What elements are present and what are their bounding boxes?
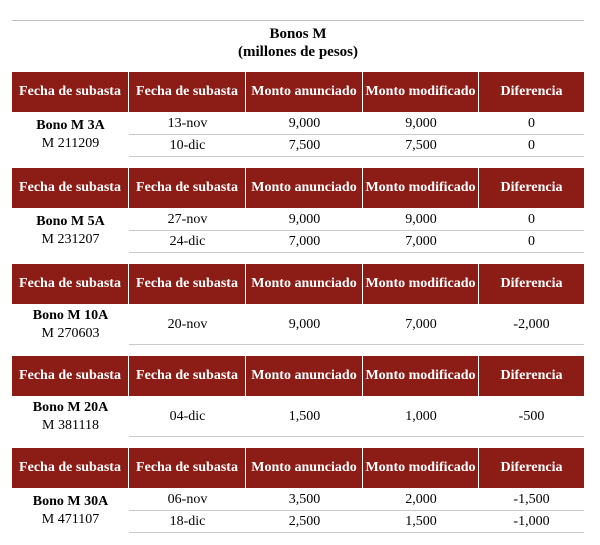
cell-announced: 9,000 <box>288 211 321 227</box>
bond-name: Bono M 30A <box>32 494 109 509</box>
cell-modified: 9,000 <box>405 115 437 131</box>
cell-difference: 0 <box>528 115 535 131</box>
bond-code: M 270603 <box>41 326 100 341</box>
header-monto-modificado: Monto modificado <box>363 72 479 112</box>
cell-announced: 2,500 <box>288 513 321 529</box>
header-monto-anunciado: Monto anunciado <box>246 356 363 396</box>
bond-code: M 231207 <box>41 232 100 247</box>
cell-modified: 1,000 <box>405 408 437 424</box>
table-row <box>129 209 584 231</box>
header-diferencia: Diferencia <box>500 180 563 195</box>
header-fecha-subasta-2: Fecha de subasta <box>129 448 246 488</box>
bond-section-30a <box>12 448 584 533</box>
section-header <box>12 356 584 397</box>
bond-code: M 381118 <box>42 418 99 433</box>
bond-section-5a <box>12 168 584 253</box>
cell-difference: -2,000 <box>513 316 550 332</box>
bond-name: Bono M 5A <box>36 214 105 229</box>
header-fecha-subasta-1: Fecha de subasta <box>12 264 129 304</box>
cell-modified: 7,500 <box>405 137 437 153</box>
bond-section-10a <box>12 264 584 345</box>
header-diferencia: Diferencia <box>500 368 563 383</box>
bond-label <box>12 489 129 533</box>
bond-label <box>12 397 129 437</box>
cell-difference: -500 <box>518 408 545 424</box>
cell-modified: 7,000 <box>405 316 437 332</box>
header-monto-modificado: Monto modificado <box>363 264 479 304</box>
table-row <box>129 511 584 533</box>
cell-date: 18-dic <box>169 513 206 529</box>
header-monto-anunciado: Monto anunciado <box>246 264 363 304</box>
header-fecha-subasta-1: Fecha de subasta <box>12 448 129 488</box>
bond-code: M 471107 <box>41 512 100 527</box>
header-monto-modificado: Monto modificado <box>363 356 479 396</box>
header-fecha-subasta-1: Fecha de subasta <box>12 168 129 208</box>
bond-code: M 211209 <box>41 136 100 151</box>
header-monto-anunciado: Monto anunciado <box>246 448 363 488</box>
cell-date: 10-dic <box>169 137 206 153</box>
cell-modified: 1,500 <box>405 513 437 529</box>
cell-difference: -1,000 <box>513 513 550 529</box>
cell-date: 20-nov <box>167 316 208 332</box>
header-fecha-subasta-2: Fecha de subasta <box>129 72 246 112</box>
cell-difference: 0 <box>528 233 535 249</box>
cell-date: 24-dic <box>169 233 206 249</box>
header-monto-anunciado: Monto anunciado <box>246 168 363 208</box>
header-monto-modificado: Monto modificado <box>363 448 479 488</box>
cell-modified: 9,000 <box>405 211 437 227</box>
cell-date: 04-dic <box>169 408 206 424</box>
section-header <box>12 72 584 113</box>
bond-name: Bono M 10A <box>32 308 109 323</box>
cell-date: 13-nov <box>167 115 208 131</box>
cell-modified: 2,000 <box>405 491 437 507</box>
header-fecha-subasta-1: Fecha de subasta <box>12 72 129 112</box>
bond-section-20a <box>12 356 584 437</box>
header-diferencia: Diferencia <box>500 276 563 291</box>
bond-name: Bono M 3A <box>36 118 105 133</box>
header-fecha-subasta-2: Fecha de subasta <box>129 168 246 208</box>
cell-date: 27-nov <box>167 211 208 227</box>
cell-announced: 9,000 <box>288 115 321 131</box>
header-monto-anunciado: Monto anunciado <box>246 72 363 112</box>
cell-announced: 7,500 <box>288 137 321 153</box>
header-diferencia: Diferencia <box>500 460 563 475</box>
table-row <box>129 231 584 253</box>
cell-difference: 0 <box>528 137 535 153</box>
title-line-1: Bonos M <box>269 26 327 42</box>
cell-announced: 7,000 <box>288 233 321 249</box>
section-header <box>12 264 584 305</box>
bond-section-3a <box>12 72 584 157</box>
table-row <box>129 305 584 345</box>
header-fecha-subasta-2: Fecha de subasta <box>129 264 246 304</box>
title-line-2: (millones de pesos) <box>238 44 358 60</box>
cell-date: 06-nov <box>167 491 208 507</box>
cell-announced: 3,500 <box>288 491 321 507</box>
table-row <box>129 113 584 135</box>
header-diferencia: Diferencia <box>500 84 563 99</box>
section-header <box>12 168 584 209</box>
header-fecha-subasta-2: Fecha de subasta <box>129 356 246 396</box>
header-monto-modificado: Monto modificado <box>363 168 479 208</box>
cell-difference: 0 <box>528 211 535 227</box>
section-header <box>12 448 584 489</box>
header-fecha-subasta-1: Fecha de subasta <box>12 356 129 396</box>
table-row <box>129 397 584 437</box>
cell-announced: 1,500 <box>288 408 321 424</box>
bond-label <box>12 305 129 345</box>
cell-difference: -1,500 <box>513 491 550 507</box>
table-row <box>129 135 584 157</box>
bond-name: Bono M 20A <box>32 400 109 415</box>
table-title <box>12 20 584 66</box>
cell-announced: 9,000 <box>288 316 321 332</box>
bond-label <box>12 209 129 253</box>
cell-modified: 7,000 <box>405 233 437 249</box>
bond-label <box>12 113 129 157</box>
table-row <box>129 489 584 511</box>
